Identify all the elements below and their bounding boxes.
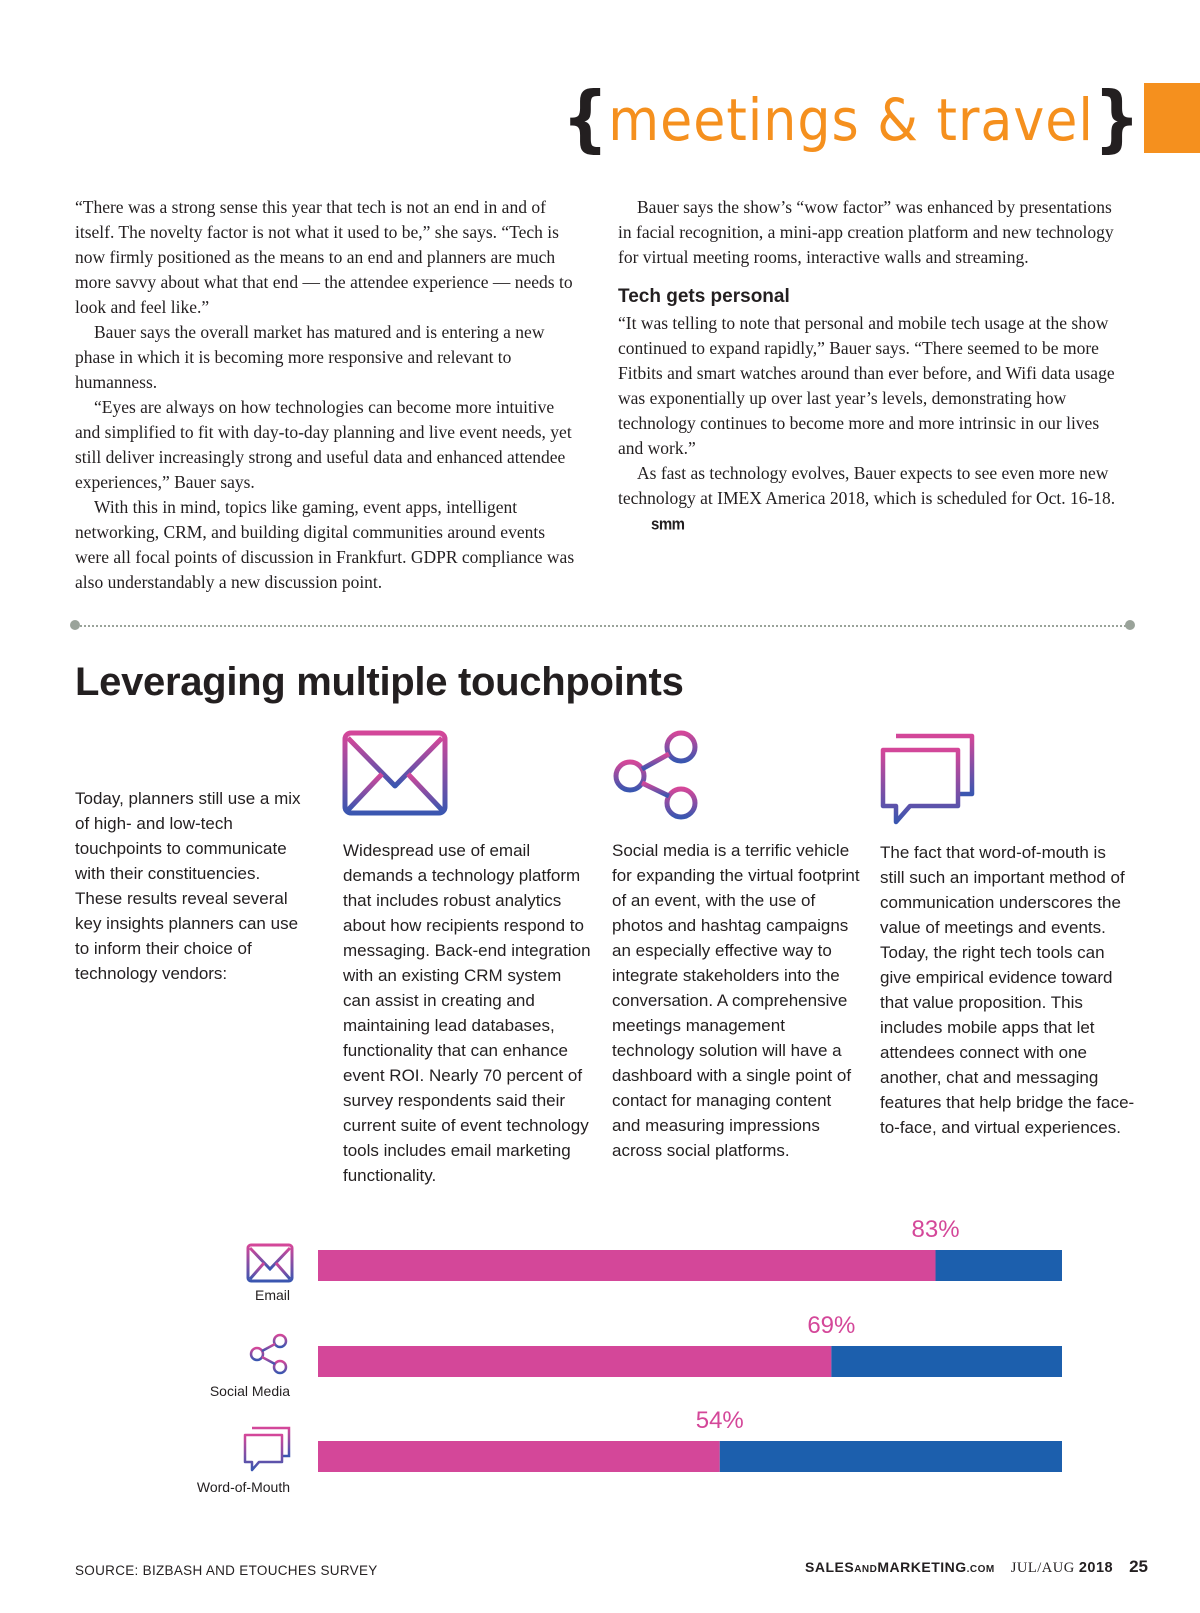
article-subhead: Tech gets personal	[618, 286, 790, 307]
bar-remainder-email	[936, 1250, 1062, 1281]
word-of-mouth-small-icon	[243, 1425, 291, 1478]
social-media-description: Social media is a terrific vehicle for expanding the virtual footprint of an event, with the use of photos and hashtag campaigns an especially effective way to integrate stakeholders into the conversation. A comprehensive meetings management technology solution will have a dashboard with a single point of contact for managing content and measuring impressions across social platforms.	[612, 841, 860, 1160]
bar-remainder-social-media	[831, 1346, 1062, 1377]
issue-year: 2018	[1078, 1560, 1114, 1576]
article-paragraph: Bauer says the overall market has matured and is entering a new phase in which it is becoming more responsive and relevant to humanness.	[75, 322, 545, 392]
end-mark: smm	[651, 515, 685, 534]
page-footer	[805, 1557, 1148, 1577]
feature-title: Leveraging multiple touchpoints	[75, 660, 684, 704]
bar-social-media	[318, 1346, 831, 1377]
bar-word-of-mouth	[318, 1441, 720, 1472]
issue-month: JUL/AUG	[1010, 1560, 1075, 1576]
article-paragraph: Bauer says the show’s “wow factor” was enhanced by presentations in facial recognition, a mini-app creation platform and new technology for virtual meeting rooms, interactive walls and streaming.	[618, 197, 1114, 267]
bar-label-social-media: Social Media	[209, 1383, 290, 1399]
article-paragraph: With this in mind, topics like gaming, event apps, intelligent networking, CRM, and building digital communities around events were all focal points of discussion in Frankfurt. GDPR compliance was also understandably a new discussion point.	[75, 497, 575, 592]
email-small-icon	[246, 1243, 294, 1288]
word-of-mouth-description: The fact that word-of-mouth is still such an important method of communication underscores the value of meetings and events. Today, the right tech tools can give empirical evidence toward that value proposition. This includes mobile apps that let attendees connect with one another, chat and messaging features that help bridge the face-to-face, and virtual experiences.	[880, 843, 1135, 1137]
site-name	[805, 1559, 995, 1575]
bar-label-email: Email	[254, 1287, 290, 1303]
article-closing-text: As fast as technology evolves, Bauer expects to see even more new technology at IMEX America 2018, which is scheduled for Oct. 16-18.	[618, 463, 1116, 508]
feature-intro: Today, planners still use a mix of high- and low-tech touchpoints to communicate with their constituencies. These results reveal several key insights planners can use to inform their choice of technology vendors:	[75, 789, 301, 983]
site-name-part: AND	[854, 1564, 878, 1575]
source-credit: SOURCE: BIZBASH AND ETOUCHES SURVEY	[75, 1563, 378, 1578]
bar-label-word-of-mouth: Word-of-Mouth	[196, 1479, 290, 1495]
article-paragraph: “Eyes are always on how technologies can become more intuitive and simplified to fit with day-to-day planning and live event needs, yet still deliver increasingly strong and useful data and enhanced attendee experiences,” Bauer says.	[75, 397, 572, 492]
social-media-small-icon	[248, 1333, 290, 1380]
bar-value-label-social-media: 69%	[807, 1312, 856, 1339]
article-paragraph: “It was telling to note that personal and mobile tech usage at the show continued to expand rapidly,” Bauer says. “There seemed to be more Fitbits and smart watches around than ever before, and Wifi data usage was exponentially up over last year’s levels, demonstrating how technology continues to become more and more intrinsic in our lives and work.”	[618, 313, 1115, 458]
site-name-part: MARKETING	[877, 1559, 967, 1575]
page-number: 25	[1129, 1557, 1148, 1576]
site-name-part: .COM	[966, 1564, 995, 1575]
bar-value-label-email: 83%	[911, 1216, 960, 1243]
close-brace: }	[1093, 76, 1140, 160]
email-description: Widespread use of email demands a technology platform that includes robust analytics about how recipients respond to messaging. Back-end integration with an existing CRM system can assist in creating and maintaining lead databases, functionality that can enhance event ROI. Nearly 70 percent of survey respondents said their current suite of event technology tools includes email marketing functionality.	[343, 841, 591, 1185]
open-brace: {	[562, 76, 609, 160]
article-paragraph: “There was a strong sense this year that tech is not an end in and of itself. The novelty factor is not what it used to be,” she says. “Tech is now firmly positioned as the means to an end and planners are much more savvy about what that end — the attendee experience — needs to look and feel like.”	[75, 197, 573, 317]
bar-remainder-word-of-mouth	[720, 1441, 1062, 1472]
bar-value-label-word-of-mouth: 54%	[695, 1407, 744, 1434]
bar-email	[318, 1250, 936, 1281]
site-name-part: SALES	[805, 1559, 855, 1575]
issue-date	[1011, 1560, 1113, 1577]
section-title: meetings & travel	[608, 86, 1094, 154]
